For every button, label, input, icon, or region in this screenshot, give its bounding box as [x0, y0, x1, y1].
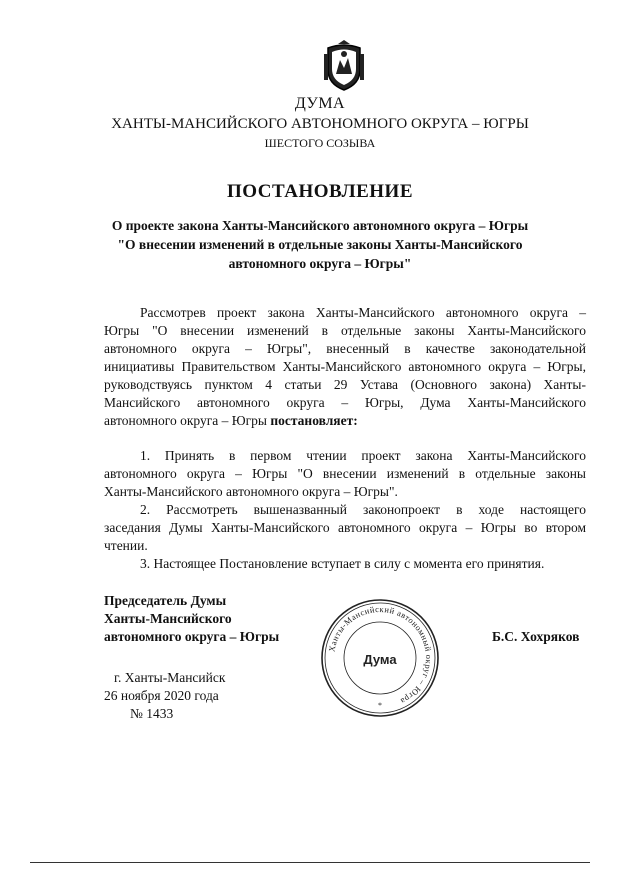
place: г. Ханты-Мансийск: [114, 670, 226, 685]
svg-text:Ханты-Мансийский автономный ок: Ханты-Мансийский автономный округ – Югра: [326, 603, 435, 707]
signatory-position-line-2: Ханты-Мансийского: [104, 611, 232, 626]
preamble-line-7-text: автономного округа – Югры: [104, 413, 267, 428]
item-3-line-1: 3. Настоящее Постановление вступает в силу с момента его принятия.: [140, 556, 545, 571]
document-type-title: ПОСТАНОВЛЕНИЕ: [226, 181, 414, 202]
subject-line-3: автономного округа – Югры": [228, 256, 412, 271]
preamble-line-6: Мансийского автономного округа – Югры, Дума Ханты-Мансийского: [104, 395, 586, 410]
item-2-line-1: 2. Рассмотреть вышеназванный законопроект в ходе настоящего: [140, 502, 586, 517]
svg-text:Дума: Дума: [363, 652, 397, 667]
item-1-line-1: 1. Принять в первом чтении проект закона Ханты-Мансийского: [140, 448, 586, 463]
svg-text:*: *: [378, 701, 382, 710]
item-1-line-3: Ханты-Мансийского автономного округа – Югры".: [104, 484, 398, 499]
signatory-position-line-1: Председатель Думы: [104, 593, 227, 608]
document-number: № 1433: [130, 706, 174, 721]
preamble-line-5: руководствуясь пунктом 4 статьи 29 Устава (Основного закона) Ханты-: [104, 377, 586, 392]
preamble-line-7: [104, 413, 586, 429]
resolves-word: постановляет:: [270, 413, 358, 428]
convocation: ШЕСТОГО СОЗЫВА: [264, 136, 376, 150]
date: 26 ноября 2020 года: [104, 688, 219, 703]
item-2-line-3: чтении.: [104, 538, 148, 553]
official-seal-stamp: [318, 596, 442, 720]
subject-line-2: "О внесении изменений в отдельные законы Ханты-Мансийского: [117, 237, 523, 252]
item-1-line-2: автономного округа – Югры "О внесении изменений в отдельные законы: [104, 466, 586, 481]
subject-line-1: О проекте закона Ханты-Мансийского автономного округа – Югры: [111, 218, 529, 233]
page-bottom-rule: [30, 862, 590, 863]
preamble-line-1: Рассмотрев проект закона Ханты-Мансийского автономного округа –: [140, 305, 586, 320]
region-name: ХАНТЫ-МАНСИЙСКОГО АВТОНОМНОГО ОКРУГА – ЮГРЫ: [111, 116, 529, 132]
signatory-position-line-3: автономного округа – Югры: [104, 629, 280, 644]
preamble-line-3: автономного округа – Югры", внесенный в качестве законодательной: [104, 341, 586, 356]
coat-of-arms-emblem: [318, 40, 370, 92]
signatory-name: Б.С. Хохряков: [492, 629, 580, 644]
org-name: ДУМА: [294, 95, 346, 112]
preamble-line-4: инициативы Правительством Ханты-Мансийского автономного округа – Югры,: [104, 359, 586, 374]
item-2-line-2: заседания Думы Ханты-Мансийского автономного округа – Югры во втором: [104, 520, 586, 535]
preamble-line-2: Югры "О внесении изменений в отдельные законы Ханты-Мансийского: [104, 323, 586, 338]
